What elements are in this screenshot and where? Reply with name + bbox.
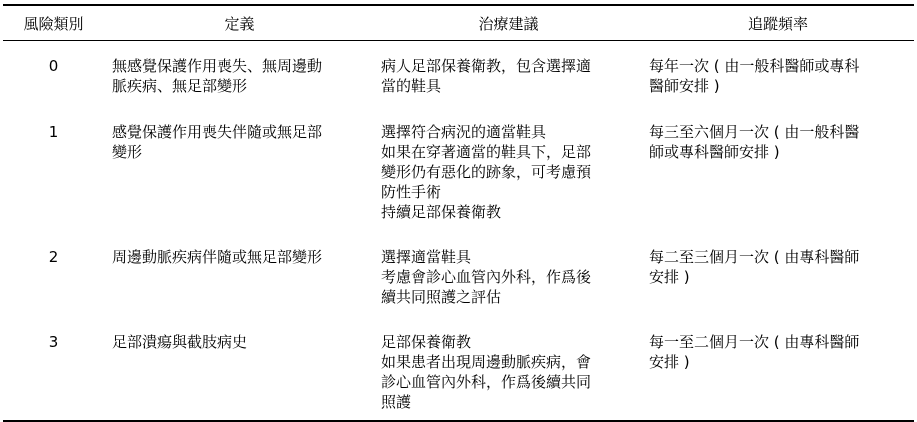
recommendation-line: 考慮會診心血管內外科，作爲後 xyxy=(381,268,592,286)
recommendation-line: 續共同照護之評估 xyxy=(381,288,502,306)
recommendation-cell xyxy=(375,116,642,241)
recommendation-line: 防性手術 xyxy=(381,183,442,201)
definition-cell xyxy=(104,116,375,241)
follow-up-cell xyxy=(642,116,914,241)
follow-up-cell xyxy=(642,241,914,326)
risk-category-cell xyxy=(3,241,104,326)
follow-up-line: 每三至六個月一次 ( 由一般科醫 xyxy=(649,123,860,141)
follow-up-cell xyxy=(642,41,914,117)
recommendation-cell xyxy=(375,326,642,421)
recommendation-cell xyxy=(375,241,642,326)
definition-cell xyxy=(104,41,375,117)
risk-category-value: 2 xyxy=(48,248,59,266)
risk-category-value: 1 xyxy=(48,123,59,141)
definition-line: 無感覺保護作用喪失、無周邊動 xyxy=(112,57,323,75)
follow-up-line: 安排 ) xyxy=(649,353,690,371)
definition-cell xyxy=(104,326,375,421)
header-treatment-recommendation: 治療建議 xyxy=(478,14,539,33)
recommendation-line: 變形仍有惡化的跡象，可考慮預 xyxy=(381,163,592,181)
recommendation-line: 如果在穿著適當的鞋具下，足部 xyxy=(381,143,592,161)
risk-category-cell xyxy=(3,116,104,241)
recommendation-line: 選擇適當鞋具 xyxy=(381,248,472,266)
recommendation-line: 選擇符合病況的適當鞋具 xyxy=(381,123,547,141)
recommendation-line: 照護 xyxy=(381,393,412,411)
recommendation-line: 當的鞋具 xyxy=(381,77,442,95)
follow-up-line: 安排 ) xyxy=(649,268,690,286)
follow-up-line: 師或專科醫師安排 ) xyxy=(649,143,780,161)
risk-classification-table-container xyxy=(3,4,914,422)
definition-line: 感覺保護作用喪失伴隨或無足部 xyxy=(112,123,323,141)
follow-up-line: 醫師安排 ) xyxy=(649,77,720,95)
follow-up-line: 每年一次 ( 由一般科醫師或專科 xyxy=(649,57,860,75)
table-row xyxy=(3,41,914,117)
follow-up-line: 每二至三個月一次 ( 由專科醫師 xyxy=(649,248,860,266)
risk-category-value: 0 xyxy=(48,57,59,75)
table-row xyxy=(3,241,914,326)
recommendation-line: 病人足部保養衛教，包含選擇適 xyxy=(381,57,592,75)
recommendation-line: 診心血管內外科，作爲後續共同 xyxy=(381,373,592,391)
header-follow-up-frequency: 追蹤頻率 xyxy=(747,14,808,33)
definition-line: 變形 xyxy=(112,143,143,161)
risk-category-value: 3 xyxy=(48,333,59,351)
definition-line: 周邊動脈疾病伴隨或無足部變形 xyxy=(112,248,323,266)
definition-cell xyxy=(104,241,375,326)
recommendation-line: 足部保養衛教 xyxy=(381,333,472,351)
follow-up-cell xyxy=(642,326,914,421)
risk-category-cell xyxy=(3,326,104,421)
recommendation-cell xyxy=(375,41,642,117)
recommendation-line: 如果患者出現周邊動脈疾病，會 xyxy=(381,353,592,371)
table-header-row xyxy=(3,5,914,41)
header-risk-category: 風險類別 xyxy=(23,14,84,33)
header-definition: 定義 xyxy=(224,14,255,33)
definition-line: 脈疾病、無足部變形 xyxy=(112,77,248,95)
table-row xyxy=(3,116,914,241)
follow-up-line: 每一至二個月一次 ( 由專科醫師 xyxy=(649,333,860,351)
recommendation-line: 持續足部保養衛教 xyxy=(381,203,502,221)
risk-classification-table xyxy=(3,4,914,422)
definition-line: 足部潰瘍與截肢病史 xyxy=(112,333,248,351)
table-row xyxy=(3,326,914,421)
risk-category-cell xyxy=(3,41,104,117)
